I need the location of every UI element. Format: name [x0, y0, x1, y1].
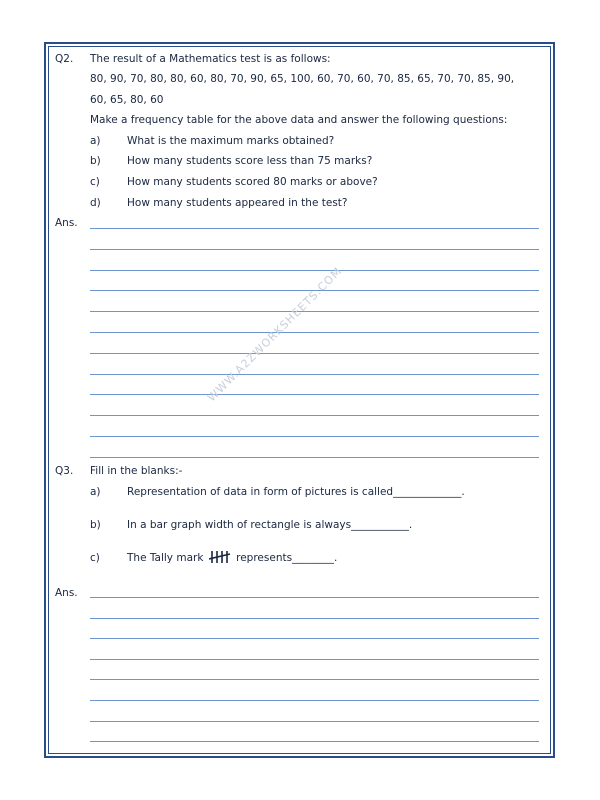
q3-item-c-label: c): [90, 552, 100, 564]
answer-line: [90, 374, 539, 375]
q3-intro: Fill in the blanks:-: [90, 465, 183, 477]
q2-item-b-text: How many students score less than 75 marks?: [127, 155, 373, 167]
q2-answer-label: Ans.: [55, 217, 78, 229]
q3-item-b-label: b): [90, 519, 101, 531]
answer-line: [90, 394, 539, 395]
q2-item-a-label: a): [90, 135, 101, 147]
q3-item-c-text-before: The Tally mark: [127, 552, 204, 564]
answer-line: [90, 597, 539, 598]
q3-item-c-text: [127, 551, 337, 565]
q3-number: Q3.: [55, 465, 74, 477]
answer-line: [90, 228, 539, 229]
q2-number: Q2.: [55, 53, 74, 65]
q2-instruction: Make a frequency table for the above data and answer the following questions:: [90, 114, 508, 126]
answer-line: [90, 618, 539, 619]
q3-answer-label: Ans.: [55, 587, 78, 599]
answer-line: [90, 311, 539, 312]
answer-line: [90, 659, 539, 660]
q2-intro: The result of a Mathematics test is as follows:: [90, 53, 331, 65]
answer-line: [90, 249, 539, 250]
answer-line: [90, 415, 539, 416]
answer-line: [90, 721, 539, 722]
answer-line: [90, 679, 539, 680]
q3-item-b-text: In a bar graph width of rectangle is always___________.: [127, 519, 413, 531]
answer-line: [90, 353, 539, 354]
tally-mark-icon: [209, 551, 231, 563]
watermark: WWW.A2ZWORKSHEETS.COM: [205, 264, 345, 405]
answer-line: [90, 436, 539, 437]
q2-data-line-2: 60, 65, 80, 60: [90, 94, 164, 106]
q3-item-a-label: a): [90, 486, 101, 498]
q2-item-d-label: d): [90, 197, 101, 209]
q3-item-c-text-after: represents________.: [236, 552, 338, 564]
answer-line: [90, 332, 539, 333]
q2-item-b-label: b): [90, 155, 101, 167]
answer-line: [90, 700, 539, 701]
q2-item-a-text: What is the maximum marks obtained?: [127, 135, 335, 147]
page-border-inner: [48, 46, 551, 754]
q3-item-a-text: Representation of data in form of pictures is called_____________.: [127, 486, 465, 498]
q2-item-d-text: How many students appeared in the test?: [127, 197, 348, 209]
answer-line: [90, 457, 539, 458]
answer-line: [90, 741, 539, 742]
q2-item-c-label: c): [90, 176, 100, 188]
answer-line: [90, 270, 539, 271]
answer-line: [90, 638, 539, 639]
q2-item-c-text: How many students scored 80 marks or above?: [127, 176, 378, 188]
q2-data-line-1: 80, 90, 70, 80, 80, 60, 80, 70, 90, 65, 100, 60, 70, 60, 70, 85, 65, 70, 70, 85, 90,: [90, 73, 515, 85]
